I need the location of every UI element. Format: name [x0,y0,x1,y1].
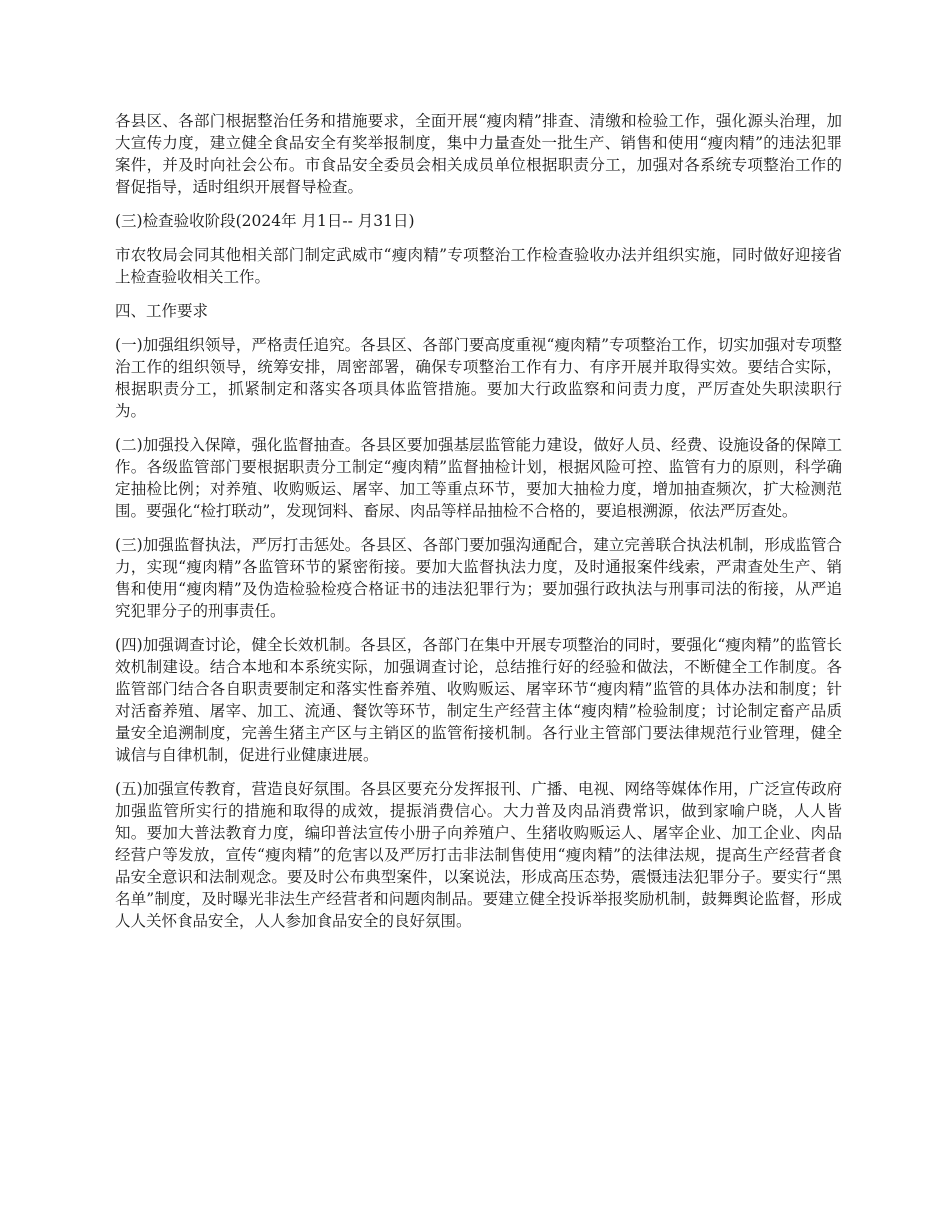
paragraph-requirement-1: (一)加强组织领导，严格责任追究。各县区、各部门要高度重视“瘦肉精”专项整治工作，切实加强对专项整治工作的组织领导，统筹安排，周密部署，确保专项整治工作有力、有序开展并取得实效。要结合实际，根据职责分工，抓紧制定和落实各项具体监管措施。要加大行政监察和问责力度，严厉查处失职渎职行为。 [115,336,842,420]
paragraph-requirement-3: (三)加强监督执法，严厉打击惩处。各县区、各部门要加强沟通配合，建立完善联合执法机制，形成监管合力，实现“瘦肉精”各监管环节的紧密衔接。要加大监督执法力度，及时通报案件线索，严肃查处生产、销售和使用“瘦肉精”及伪造检验检疫合格证书的违法犯罪行为；要加强行政执法与刑事司法的衔接，从严追究犯罪分子的刑事责任。 [115,536,842,620]
paragraph-requirement-4: (四)加强调查讨论，健全长效机制。各县区，各部门在集中开展专项整治的同时，要强化“瘦肉精”的监管长效机制建设。结合本地和本系统实际，加强调查讨论，总结推行好的经验和做法，不断健全工作制度。各监管部门结合各自职责要制定和落实性畜养殖、收购贩运、屠宰环节“瘦肉精”监管的具体办法和制度；针对活畜养殖、屠宰、加工、流通、餐饮等环节，制定生产经营主体“瘦肉精”检验制度；讨论制定畜产品质量安全追溯制度，完善生猪主产区与主销区的监管衔接机制。各行业主管部门要法律规范行业管理，健全诚信与自律机制，促进行业健康进展。 [115,636,842,764]
paragraph-stage-two-body: 各县区、各部门根据整治任务和措施要求，全面开展“瘦肉精”排查、清缴和检验工作，强化源头治理，加大宣传力度，建立健全食品安全有奖举报制度，集中力量查处一批生产、销售和使用“瘦肉精”的违法犯罪案件，并及时向社会公布。市食品安全委员会相关成员单位根据职责分工，加强对各系统专项整治工作的督促指导，适时组织开展督导检查。 [115,112,842,196]
document-page [115,110,842,944]
paragraph-requirement-5: (五)加强宣传教育，营造良好氛围。各县区要充分发挥报刊、广播、电视、网络等媒体作用，广泛宣传政府加强监管所实行的措施和取得的成效，提振消费信心。大力普及肉品消费常识，做到家喻户晓，人人皆知。要加大普法教育力度，编印普法宣传小册子向养殖户、生猪收购贩运人、屠宰企业、加工企业、肉品经营户等发放，宣传“瘦肉精”的危害以及严厉打击非法制售使用“瘦肉精”的法律法规，提高生产经营者食品安全意识和法制观念。要及时公布典型案件，以案说法，形成高压态势，震慑违法犯罪分子。要实行“黑名单”制度，及时曝光非法生产经营者和问题肉制品。要建立健全投诉举报奖励机制，鼓舞舆论监督，形成人人关怀食品安全，人人参加食品安全的良好氛围。 [115,780,842,930]
paragraph-requirement-2: (二)加强投入保障，强化监督抽查。各县区要加强基层监管能力建设，做好人员、经费、设施设备的保障工作。各级监管部门要根据职责分工制定“瘦肉精”监督抽检计划，根据风险可控、监管有力的原则，科学确定抽检比例；对养殖、收购贩运、屠宰、加工等重点环节，要加大抽检力度，增加抽查频次，扩大检测范围。要强化“检打联动”，发现饲料、畜尿、肉品等样品抽检不合格的，要追根溯源，依法严厉查处。 [115,436,842,520]
paragraph-inspection-body: 市农牧局会同其他相关部门制定武威市“瘦肉精”专项整治工作检查验收办法并组织实施，同时做好迎接省上检查验收相关工作。 [115,246,842,286]
heading-inspection-stage: (三)检查验收阶段(2024年 月1日-- 月31日) [115,212,415,230]
heading-work-requirements: 四、工作要求 [115,302,209,320]
